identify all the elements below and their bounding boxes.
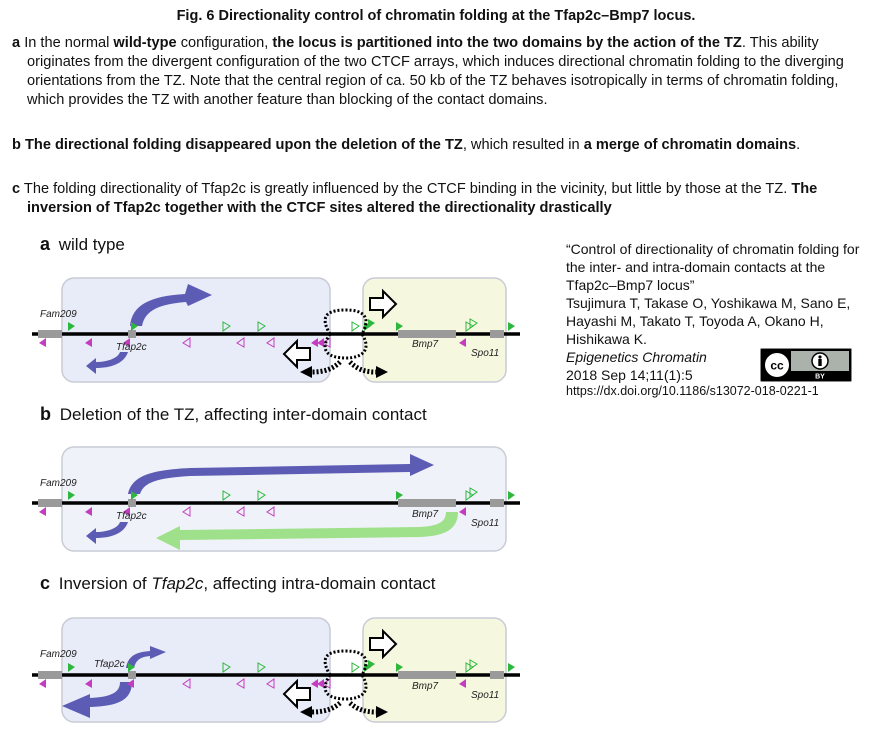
gene-label-bmp7-a: Bmp7 — [412, 339, 439, 350]
gene-bmp7-b — [398, 499, 456, 507]
gene-bmp7-a — [398, 330, 456, 338]
gene-label-fam209-c: Fam209 — [40, 649, 77, 660]
citation-details: 2018 Sep 14;11(1):5 — [566, 367, 693, 383]
citation-authors: Tsujimura T, Takase O, Yoshikawa M, Sano E, Hayashi M, Takato T, Toyoda A, Okano H, Hishikawa K. — [566, 295, 851, 347]
gene-label-tfap2c-a: Tfap2c — [116, 342, 147, 353]
panel-b-letter: b — [40, 404, 51, 424]
panel-c-diagram — [32, 618, 520, 722]
domain-left-c — [62, 618, 330, 722]
caption-c-bold-1: The inversion of Tfap2c together with the CTCF sites altered the directionality drastically — [27, 181, 818, 216]
caption-a-bold-2: the locus is partitioned into the two domains by the action of the TZ — [272, 35, 742, 51]
gene-spo11-a — [490, 330, 504, 338]
panel-b-text: Deletion of the TZ, affecting inter-domain contact — [59, 405, 427, 424]
gene-label-spo11-a: Spo11 — [471, 348, 500, 359]
gene-spo11-c — [490, 671, 504, 679]
caption-a-text-2: configuration, — [176, 35, 273, 51]
caption-b-bold-2: a merge of chromatin domains — [583, 137, 797, 153]
citation-doi[interactable]: https://dx.doi.org/10.1186/s13072-018-0221-1 — [566, 384, 819, 398]
gene-label-spo11-c: Spo11 — [471, 690, 500, 701]
panel-a-diagram — [32, 278, 520, 382]
gene-spo11-b — [490, 499, 504, 507]
caption-a-label: a — [12, 35, 21, 51]
gene-tfap2c-b — [128, 499, 136, 507]
caption-b-label: b — [12, 137, 21, 153]
caption-c-label: c — [12, 181, 21, 197]
panel-b-diagram — [32, 447, 520, 551]
cc-by-license-badge[interactable] — [760, 348, 852, 382]
citation-journal: Epigenetics Chromatin — [566, 349, 707, 365]
gene-tfap2c-c — [128, 671, 136, 679]
gene-label-bmp7-b: Bmp7 — [412, 509, 439, 520]
caption-b-bold-1: The directional folding disappeared upon the deletion of the TZ — [24, 137, 463, 153]
caption-c-text-1: The folding directionality of Tfap2c is greatly influenced by the CTCF binding in the vicinity, but little by those at the TZ. — [23, 181, 792, 197]
gene-label-spo11-b: Spo11 — [471, 518, 500, 529]
panel-c-pre: Inversion of — [58, 574, 152, 593]
gene-fam209-a — [38, 330, 62, 338]
gene-fam209-b — [38, 499, 62, 507]
caption-b-text-1: , which resulted in — [462, 137, 584, 153]
gene-tfap2c-a — [128, 330, 136, 338]
figure-title: Fig. 6 Directionality control of chromatin folding at the Tfap2c–Bmp7 locus. — [176, 8, 696, 24]
caption-a-text-3: . This ability originates from the divergent configuration of the two CTCF arrays, which induces directional chromatin folding to the diverging orientations from the TZ. Note that the central region of ca. 50 kb of the TZ behaves isotropically in terms of chromatin folding, which provides the TZ with another feature than blocking of the contact domains. — [27, 35, 844, 108]
gene-label-fam209-b: Fam209 — [40, 478, 77, 489]
gene-fam209-c — [38, 671, 62, 679]
caption-b-text-2: . — [796, 137, 801, 153]
cc-by-icon — [761, 349, 851, 381]
cc-by-text: BY — [815, 373, 825, 381]
gene-label-tfap2c-b: Tfap2c — [116, 511, 147, 522]
panel-a-text: wild type — [58, 235, 125, 254]
svg-text:cc: cc — [770, 358, 784, 373]
gene-label-bmp7-c: Bmp7 — [412, 681, 439, 692]
citation-quote: “Control of directionality of chromatin folding for the inter- and intra-domain contacts at the Tfap2c–Bmp7 locus” — [566, 241, 860, 293]
gene-label-fam209-a: Fam209 — [40, 309, 77, 320]
panel-c-letter: c — [40, 573, 51, 593]
caption-a-text-1: In the normal — [24, 35, 114, 51]
caption-a-bold-1: wild-type — [113, 35, 177, 51]
gene-bmp7-c — [398, 671, 456, 679]
panel-c-post: , affecting intra-domain contact — [203, 574, 436, 593]
panel-a-letter: a — [40, 234, 51, 254]
panel-c-italic: Tfap2c — [151, 574, 204, 593]
gene-label-tfap2c-c: Tfap2c — [94, 659, 125, 670]
